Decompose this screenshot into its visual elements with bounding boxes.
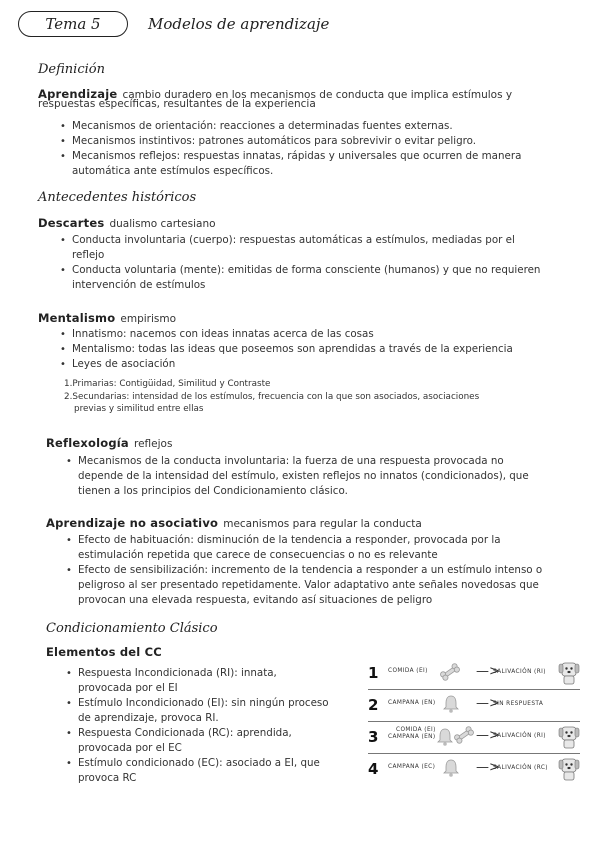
list-text: Mecanismos instintivos: patrones automáticos para sobrevivir o evitar peligro. [72,135,477,147]
list-item [66,454,580,499]
numbered-item: 1.Primarias: Contigüidad, Similitud y Contraste [64,379,271,389]
list-item [60,149,580,179]
tema-label: Tema 5 [45,15,101,33]
arrow-icon: —> [476,664,500,679]
definition-line-1: cambio duradero en los mecanismos de conducta que implica estímulos y [122,89,513,101]
list-text: Leyes de asociación [72,358,176,370]
dog-icon [558,660,580,686]
term-no-asociativo: Aprendizaje no asociativo [46,516,219,530]
dog-icon [558,724,580,750]
mentalismo-desc: empirismo [120,313,177,325]
list-text: estimulación repetida que carece de consecuencias o no es relevante [78,549,438,561]
list-item [60,263,580,293]
list-item [60,357,580,372]
bone-icon [452,725,476,745]
arrow-icon: —> [476,760,500,775]
divider [368,753,580,754]
list-text: reflejo [72,249,105,261]
list-text: depende de la intensidad del estímulo, existen reflejos no innatos (condicionados), que [78,470,529,482]
subheading-elementos: Elementos del CC [46,645,162,659]
list-text: provoca RC [78,772,137,784]
list-text: Mecanismos de orientación: reacciones a determinadas fuentes externas. [72,120,453,132]
list-text: Efecto de habituación: disminución de la tendencia a responder, provocada por la [78,534,501,546]
bell-icon [442,694,460,714]
stimulus-label: COMIDA (EI) [388,668,428,674]
reflexologia-row [46,432,172,451]
bell-icon [442,758,460,778]
list-item [66,726,356,756]
list-item [60,233,580,263]
list-text: provocada por el EI [78,682,178,694]
response-label: SIN RESPUESTA [493,701,544,707]
descartes-desc: dualismo cartesiano [109,218,216,230]
list-text: Conducta voluntaria (mente): emitidas de forma consciente (humanos) y que no requieren [72,264,541,276]
step-number: 1 [368,664,379,682]
list-text: Estímulo Incondicionado (EI): sin ningún proceso [78,697,329,709]
list-text: Mentalismo: todas las ideas que poseemos son aprendidas a través de la experiencia [72,343,513,355]
dog-icon [558,756,580,782]
list-item [60,342,580,357]
elementos-list [66,666,356,786]
descartes-row [38,212,216,231]
list-text: Estímulo condicionado (EC): asociado a EI, que [78,757,320,769]
diagram-row-2 [368,692,580,720]
divider [368,689,580,690]
list-text: tienen a los principios del Condicionamiento clásico. [78,485,348,497]
numbered-item: 2.Secundarias: intensidad de los estímulos, frecuencia con la que son asociados, asociaciones [64,391,480,402]
list-text: Innatismo: nacemos con ideas innatas acerca de las cosas [72,328,374,340]
diagram-row-1 [368,660,580,688]
response-label: SALIVACIÓN (RI) [493,733,546,739]
list-item [60,134,580,149]
list-item [60,119,580,134]
list-text: Respuesta Incondicionada (RI): innata, [78,667,277,679]
list-text: Mecanismos de la conducta involuntaria: la fuerza de una respuesta provocada no [78,455,504,467]
section-heading-condicionamiento: Condicionamiento Clásico [46,621,218,636]
list-text: Efecto de sensibilización: incremento de la tendencia a responder a un estímulo intenso o [78,564,543,576]
stimulus-label: COMIDA (EI) [396,727,436,733]
response-label: SALIVACIÓN (RI) [493,669,546,675]
term-aprendizaje: Aprendizaje [38,87,118,101]
step-number: 2 [368,696,379,714]
stimulus-label: CAMPANA (EN) [388,700,436,706]
reflexologia-desc: reflejos [134,438,173,450]
term-reflexologia: Reflexología [46,436,129,450]
stimulus-label: CAMPANA (EN) [388,734,436,740]
list-item [66,696,356,726]
diagram-row-3 [368,724,580,752]
no-asociativo-list [66,533,586,608]
arrow-icon: —> [476,696,500,711]
response-label: SALIVACIÓN (RC) [493,765,548,771]
list-text: intervención de estímulos [72,279,206,291]
reflexologia-list [66,454,580,499]
section-heading-definicion: Definición [38,62,105,77]
stimulus-labels [388,727,436,741]
leyes-numbered-list [64,378,574,416]
list-text: automática ante estímulos específicos. [72,165,274,177]
list-text: de aprendizaje, provoca RI. [78,712,219,724]
arrow-icon: —> [476,728,500,743]
list-text: peligroso al ser presentado repetidamente. Valor adaptativo ante señales novedosas que [78,579,539,591]
list-item [66,756,356,786]
list-text: Respuesta Condicionada (RC): aprendida, [78,727,292,739]
no-asociativo-row [46,512,422,531]
definition-line-2: respuestas específicas, resultantes de la experiencia [38,98,316,110]
definicion-list [60,119,580,179]
list-item [60,327,580,342]
diagram-row-4 [368,756,580,784]
divider [368,721,580,722]
mentalismo-list [60,327,580,372]
step-number: 4 [368,760,379,778]
list-text: provocan una elevada respuesta, evitando así situaciones de peligro [78,594,433,606]
section-heading-antecedentes: Antecedentes históricos [38,190,197,205]
list-item [66,563,586,608]
list-item [66,666,356,696]
step-number: 3 [368,728,379,746]
tema-badge [18,11,128,37]
bone-icon [438,662,462,682]
term-mentalismo: Mentalismo [38,311,116,325]
term-descartes: Descartes [38,216,105,230]
descartes-list [60,233,580,293]
list-text: Mecanismos reflejos: respuestas innatas, rápidas y universales que ocurren de manera [72,150,522,162]
no-asociativo-desc: mecanismos para regular la conducta [223,518,422,530]
numbered-item-cont: previas y similitud entre ellas [74,404,204,414]
list-text: provocada por el EC [78,742,182,754]
list-text: Conducta involuntaria (cuerpo): respuestas automáticas a estímulos, mediadas por el [72,234,515,246]
stimulus-label: CAMPANA (EC) [388,764,436,770]
mentalismo-row [38,307,176,326]
list-item [66,533,586,563]
page-title: Modelos de aprendizaje [148,15,330,33]
